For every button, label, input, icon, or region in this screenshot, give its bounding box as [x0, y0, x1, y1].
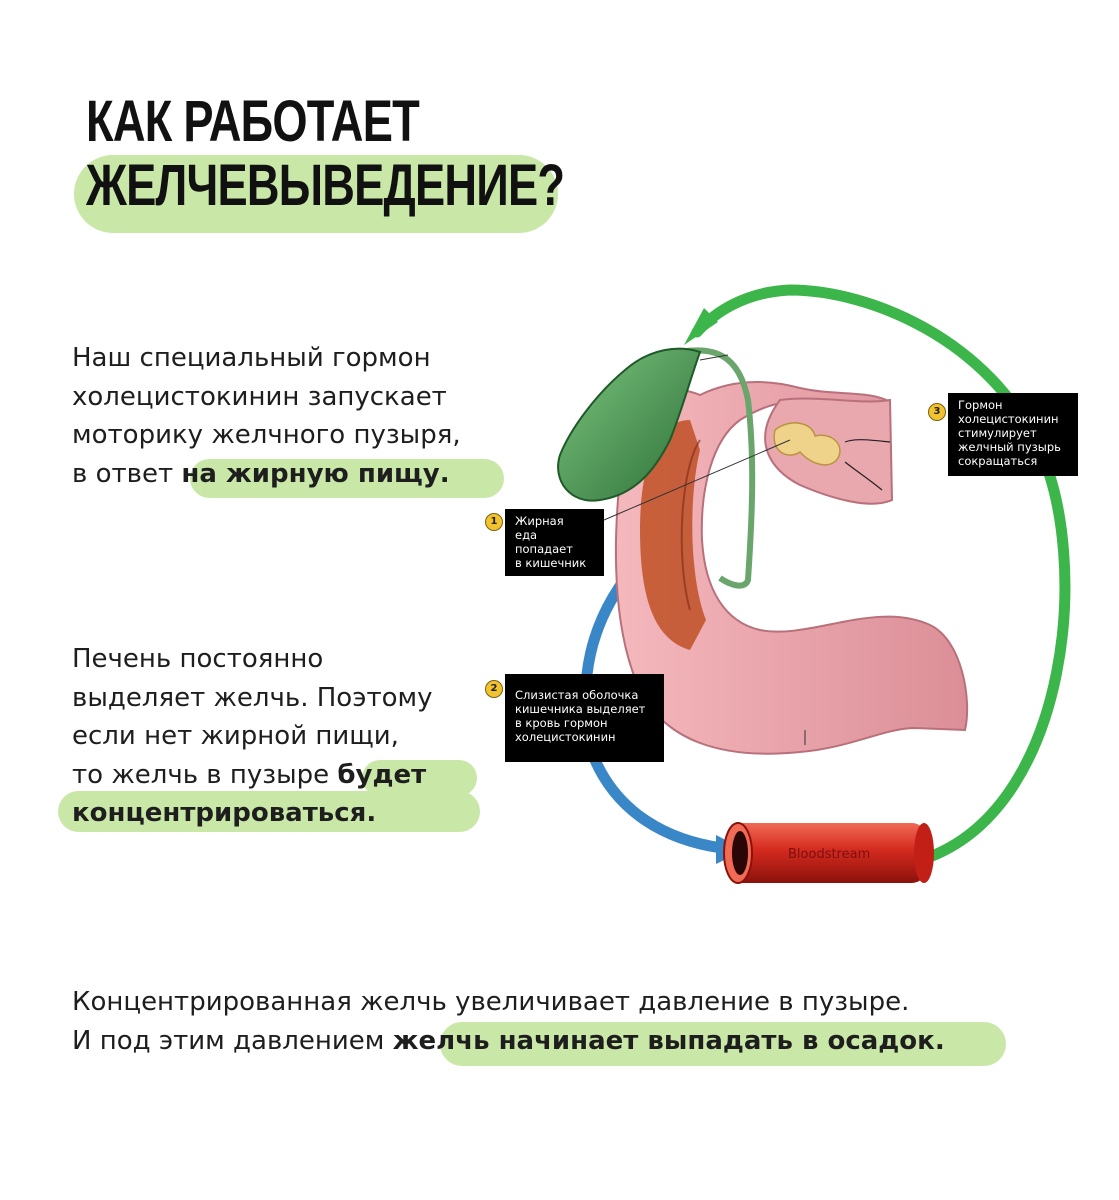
step1-label: Жирная еда попадает в кишечник [505, 509, 604, 576]
step2-badge: 2 [485, 680, 503, 698]
page-title-line1: КАК РАБОТАЕТ [86, 89, 419, 154]
bloodstream-label: Bloodstream [788, 847, 871, 862]
paragraph3: Концентрированная желчь увеличивает давление в пузыре. И под этим давлением желчь начинает выпадать в осадок. [72, 987, 945, 1056]
paragraph3-highlight-text: желчь начинает выпадать в осадок. [392, 1025, 945, 1056]
page-title-line2: ЖЕЛЧЕВЫВЕДЕНИЕ? [86, 153, 565, 218]
step3-label: Гормон холецистокинин стимулирует желчный пузырь сокращаться [948, 393, 1078, 476]
paragraph2-highlight-text-a: будет [337, 759, 427, 790]
step1-badge: 1 [485, 513, 503, 531]
paragraph1-highlight-text: на жирную пищу. [181, 458, 450, 489]
paragraph2-highlight-text-b: концентрироваться. [72, 798, 377, 828]
green-flow-arrow [697, 290, 1065, 856]
step2-label: Слизистая оболочка кишечника выделяет в кровь гормон холецистокинин [505, 674, 664, 762]
paragraph2: Печень постоянно выделяет желчь. Поэтому если нет жирной пищи, то желчь в пузыре будет концентрироваться. [72, 644, 433, 828]
paragraph1: Наш специальный гормон холецистокинин запускает моторику желчного пузыря, в ответ на жирную пищу. [72, 343, 461, 489]
step3-badge: 3 [928, 403, 946, 421]
